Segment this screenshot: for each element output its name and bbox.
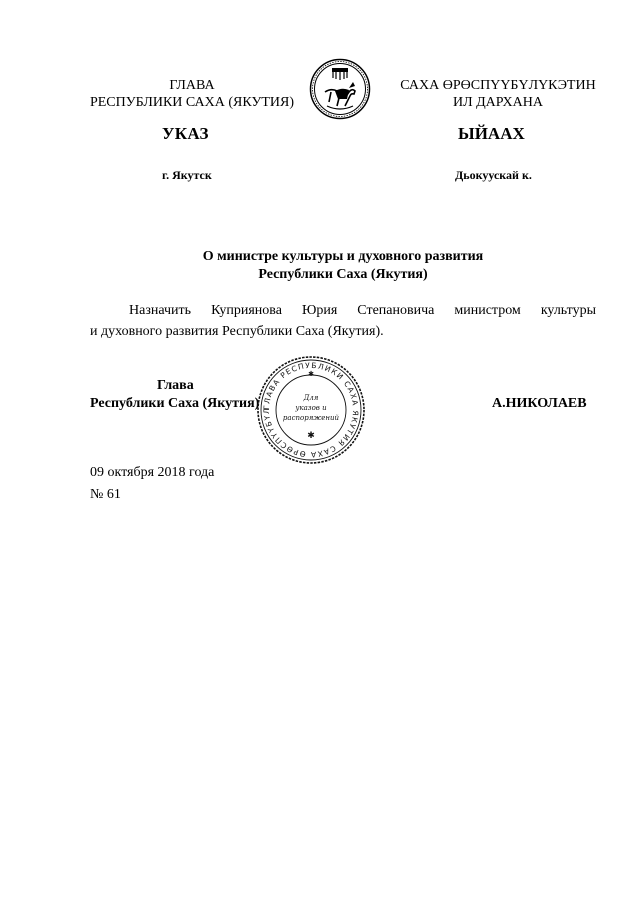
decree-number: № 61 (90, 487, 121, 502)
decree-body (90, 300, 596, 342)
signer-name: А.НИКОЛАЕВ (492, 396, 587, 411)
header-left (82, 77, 302, 111)
header-left-line1: ГЛАВА (169, 78, 215, 93)
subject-line1: О министре культуры и духовного развития (202, 249, 484, 264)
decree-title-yakut: ЫЙААХ (458, 124, 525, 143)
body-line2: и духовного развития Республики Саха (Якутия). (90, 324, 384, 339)
decree-date: 09 октября 2018 года (90, 465, 215, 480)
seal-center-line2: указов и (295, 404, 327, 412)
decree-title-russian: УКАЗ (162, 124, 209, 143)
header-right (388, 77, 608, 111)
coat-of-arms-emblem (309, 58, 371, 120)
header-left-line2: РЕСПУБЛИКИ САХА (ЯКУТИЯ) (89, 95, 295, 110)
seal-top-star-icon: ✱ (308, 370, 314, 378)
body-line1: Назначить Куприянова Юрия Степановича министром культуры (129, 303, 596, 318)
decree-subject (90, 248, 596, 284)
city-yakut: Дьокуускай к. (455, 168, 532, 182)
seal-center-line3: распоряжений (282, 414, 340, 422)
seal-ring-text: ГЛАВА РЕСПУБЛИКИ САХА ЯКУТИЯ САХА ӨРӨСПҮҮБҮЛ (261, 360, 361, 460)
seal-center-line1: Для (303, 394, 319, 402)
header-right-line2: ИЛ ДАРХАНА (452, 95, 543, 110)
emblem-icon (309, 58, 371, 120)
signer-role-line1: Глава (157, 378, 194, 393)
seal-star-icon: ✱ (307, 431, 315, 441)
seal-icon (255, 354, 367, 466)
header-right-line1: САХА ӨРӨСПҮҮБҮЛҮКЭТИН (400, 78, 596, 93)
subject-line2: Республики Саха (Якутия) (258, 267, 428, 282)
official-seal-stamp (255, 354, 367, 466)
signer-role-line2: Республики Саха (Якутия) (90, 396, 260, 411)
city-russian: г. Якутск (162, 168, 212, 182)
